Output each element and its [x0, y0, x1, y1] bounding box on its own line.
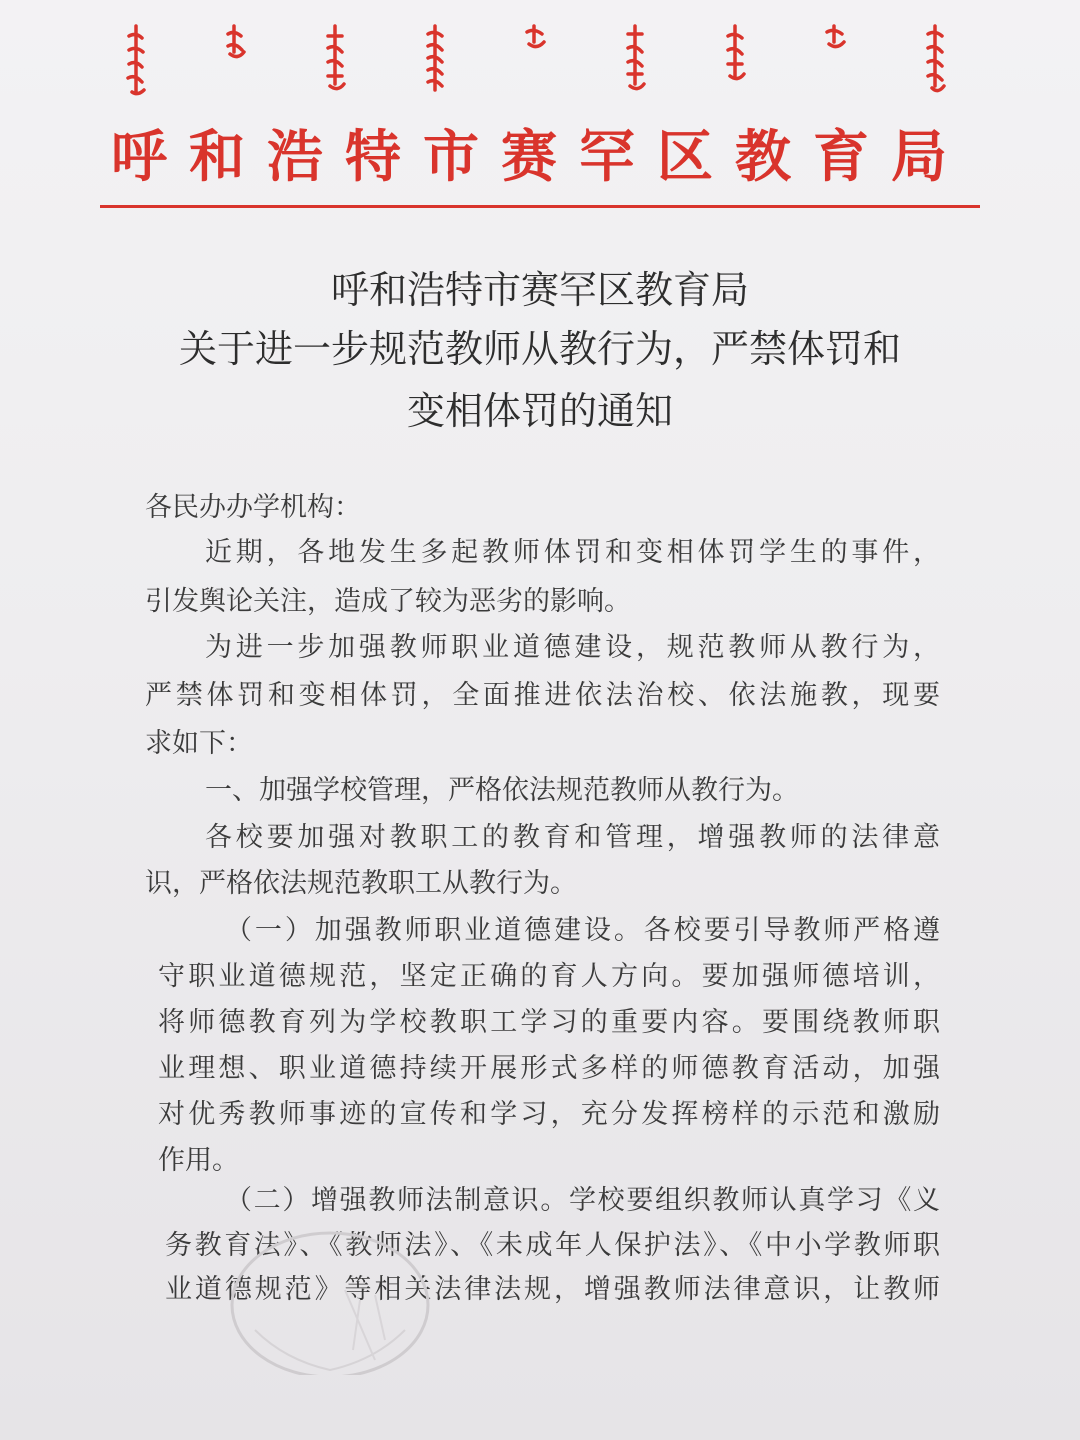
mongolian-word-icon	[520, 22, 550, 52]
letterhead-divider	[100, 205, 980, 208]
mongolian-word-icon	[620, 22, 650, 92]
mongolian-word-icon	[420, 22, 450, 97]
faded-seal-stamp	[225, 1210, 435, 1375]
paragraph-line: 识，严格依法规范教职工从教行为。	[145, 868, 577, 899]
mongolian-word-icon	[920, 22, 950, 94]
letterhead-title: 呼和浩特市赛罕区教育局	[111, 125, 969, 190]
paragraph-line: 业道德规范》等相关法律法规，增强教师法律意识，让教师	[165, 1274, 940, 1305]
mongolian-word-icon	[720, 22, 750, 84]
document-title-line-1: 呼和浩特市赛罕区教育局	[330, 268, 749, 312]
paragraph-line: 将师德教育列为学校教职工学习的重要内容。要围绕教师职	[158, 1007, 940, 1038]
paragraph-line: 守职业道德规范，坚定正确的育人方向。要加强师德培训，	[158, 961, 940, 992]
mongolian-word-icon	[120, 22, 150, 97]
mongolian-word-icon	[820, 22, 850, 52]
paragraph-line: 务教育法》、《教师法》、《未成年人保护法》、《中小学教师职	[165, 1230, 940, 1261]
document-title-line-2: 关于进一步规范教师从教行为，严禁体罚和	[178, 327, 901, 371]
paragraph-line: 各校要加强对教职工的教育和管理，增强教师的法律意	[205, 822, 940, 853]
paragraph-line: 为进一步加强教师职业道德建设，规范教师从教行为，	[205, 632, 940, 663]
section-heading: 一、加强学校管理，严格依法规范教师从教行为。	[205, 775, 799, 806]
paragraph-line: 引发舆论关注，造成了较为恶劣的影响。	[145, 586, 631, 617]
paragraph-line: 业理想、职业道德持续开展形式多样的师德教育活动，加强	[158, 1053, 940, 1084]
paragraph-line: 近期，各地发生多起教师体罚和变相体罚学生的事件，	[205, 537, 940, 568]
paragraph-line: 严禁体罚和变相体罚，全面推进依法治校、依法施教，现要	[145, 680, 940, 711]
paragraph-line: 求如下：	[145, 728, 253, 759]
mongolian-letterhead	[120, 22, 950, 102]
mongolian-word-icon	[220, 22, 250, 62]
paragraph-line: 对优秀教师事迹的宣传和学习，充分发挥榜样的示范和激励	[158, 1099, 940, 1130]
paragraph-line: 作用。	[158, 1145, 239, 1176]
salutation: 各民办办学机构：	[145, 492, 361, 523]
mongolian-word-icon	[320, 22, 350, 92]
document-title-line-3: 变相体罚的通知	[406, 389, 673, 433]
paragraph-line: （二）增强教师法制意识。学校要组织教师认真学习《义	[225, 1185, 940, 1216]
paragraph-line: （一）加强教师职业道德建设。各校要引导教师严格遵	[225, 915, 940, 946]
